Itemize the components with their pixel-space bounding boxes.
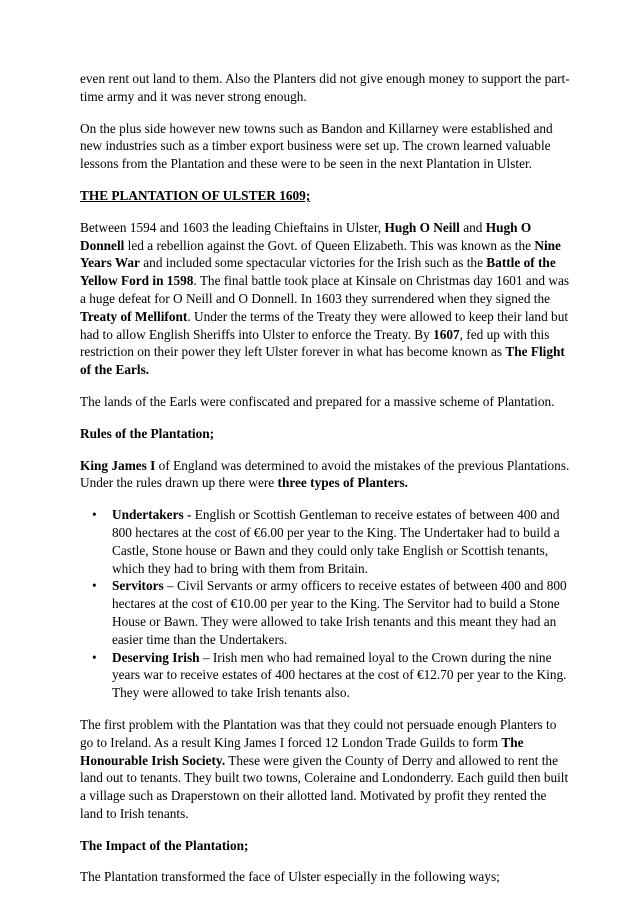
bold-1607: 1607 — [433, 326, 460, 342]
planter-types-list — [80, 506, 570, 702]
document-page — [80, 70, 570, 900]
text-span: The first problem with the Plantation was that they could not persuade enough Planters to go to Ireland. As a result King James I forced 12 London Trade Guilds to form — [80, 716, 557, 750]
paragraph-honourable-irish-society — [80, 716, 570, 823]
bold-flight-of-the-earls: The Flight of the Earls. — [80, 344, 565, 378]
bullet-text: – Civil Servants or army officers to receive estates of between 400 and 800 hectares at the cost of €10.00 per year to the King. The Servitor had to build a Stone House or Bawn. They were allowed to take Irish tenants and this meant they had an easier time than the Undertakers. — [112, 578, 567, 647]
paragraph-new-towns: On the plus side however new towns such as Bandon and Killarney were established and new industries such as a timber export business were set up. The crown learned valuable lessons from the Plantation and these were to be seen in the next Plantation in Ulster. — [80, 120, 553, 172]
bold-honourable-irish-society: The Honourable Irish Society. — [80, 734, 524, 768]
paragraph-planters-money: even rent out land to them. Also the Planters did not give enough money to support the part-time army and it was never strong enough. — [80, 71, 570, 104]
heading-rules-of-plantation: Rules of the Plantation; — [80, 425, 215, 441]
text-span: . Under the terms of the Treaty they were allowed to keep their land but had to allow English Sheriffs into Ulster to enforce the Treaty. By — [80, 308, 569, 342]
bullet-text: – Irish men who had remained loyal to the Crown during the nine years war to receive estates of 400 hectares at the cost of €12.70 per year to the King. They were allowed to take Irish tenants also. — [112, 649, 567, 701]
bullet-title: Servitors — [112, 578, 164, 594]
text-span: Between 1594 and 1603 the leading Chieftains in Ulster, — [80, 219, 385, 235]
bold-hugh-o-donnell: Hugh O Donnell — [80, 219, 532, 253]
bullet-title: Deserving Irish — [112, 649, 200, 665]
text-span: and — [459, 219, 486, 235]
bullet-icon: • — [92, 578, 97, 594]
list-item-deserving-irish — [80, 649, 570, 702]
text-span: These were given the County of Derry and allowed to rent the land out to tenants. They built two towns, Coleraine and Londonderry. Each guild then built a village such as Draperstown on their allotted land. Motivated by profit they rented the land to Irish tenants. — [80, 752, 569, 821]
bold-hugh-o-neill: Hugh O Neill — [384, 219, 460, 235]
list-item-servitors — [80, 577, 570, 648]
bullet-text: English or Scottish Gentleman to receive estates of between 400 and 800 hectares at the cost of €6.00 per year to the King. The Undertaker had to build a Castle, Stone house or Bawn and they could only take English or Scottish tenants, which they had to bring with them from Britain. — [112, 507, 560, 576]
bold-king-james: King James I — [80, 457, 156, 473]
bold-treaty-of-mellifont: Treaty of Mellifont — [80, 308, 188, 324]
bold-battle-yellow-ford: Battle of the Yellow Ford in 1598 — [80, 255, 556, 289]
paragraph-nine-years-war — [80, 219, 570, 379]
text-span: led a rebellion against the Govt. of Queen Elizabeth. This was known as the — [124, 237, 535, 253]
paragraph-king-james — [80, 457, 570, 493]
text-span: of England was determined to avoid the mistakes of the previous Plantations. Under the rules drawn up there were — [80, 457, 570, 491]
text-span: , fed up with this restriction on their power they left Ulster forever in what has become known as — [80, 326, 550, 360]
paragraph-transformed-ulster: The Plantation transformed the face of Ulster especially in the following ways; — [80, 869, 500, 885]
text-span: . The final battle took place at Kinsale on Christmas day 1601 and was a huge defeat for O Neill and O Donnell. In 1603 they surrendered when they signed the — [80, 273, 570, 306]
bold-nine-years-war: Nine Years War — [80, 237, 561, 271]
bullet-title: Undertakers - — [112, 507, 192, 523]
text-span: and included some spectacular victories for the Irish such as the — [139, 255, 487, 271]
list-item-undertakers — [80, 506, 570, 577]
bullet-icon: • — [92, 507, 97, 523]
bold-three-types: three types of Planters. — [277, 475, 409, 491]
paragraph-lands-confiscated: The lands of the Earls were confiscated and prepared for a massive scheme of Plantation. — [80, 393, 555, 409]
bullet-icon: • — [92, 649, 97, 665]
heading-plantation-of-ulster: THE PLANTATION OF ULSTER 1609; — [80, 187, 311, 203]
heading-impact-of-plantation: The Impact of the Plantation; — [80, 837, 249, 853]
